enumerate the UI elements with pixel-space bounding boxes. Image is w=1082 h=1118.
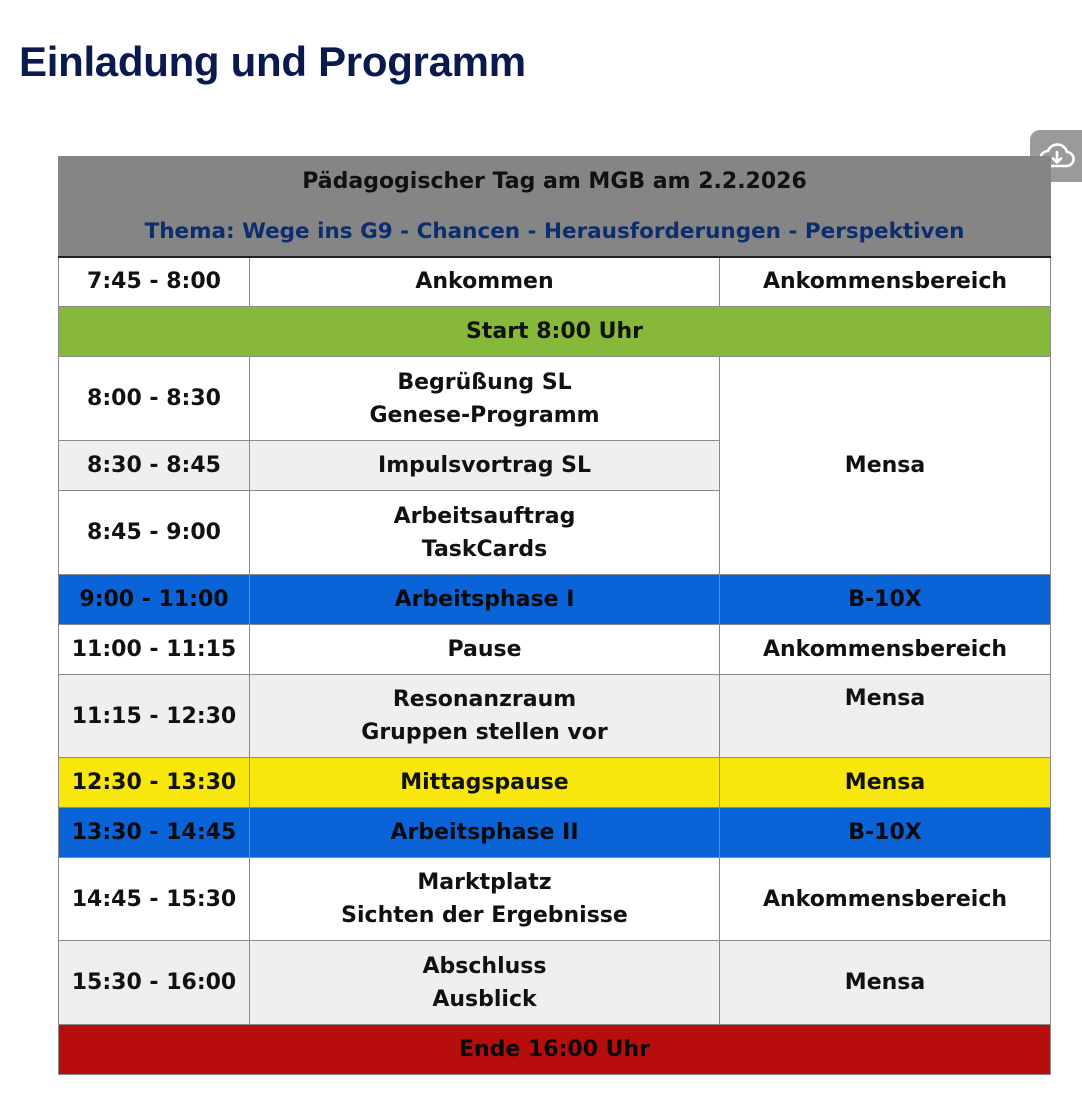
time-cell: 8:45 - 9:00 [59, 491, 250, 575]
activity-cell: Impulsvortrag SL [250, 441, 720, 491]
table-title: Pädagogischer Tag am MGB am 2.2.2026 [59, 157, 1051, 207]
table-row [59, 858, 1051, 941]
time-cell: 11:00 - 11:15 [59, 625, 250, 675]
activity-line: Abschluss [422, 953, 547, 979]
activity-cell: Ankommen [250, 257, 720, 307]
table-row [59, 675, 1051, 758]
activity-cell [250, 357, 720, 441]
table-theme: Thema: Wege ins G9 - Chancen - Herausforderungen - Perspektiven [59, 207, 1051, 257]
place-cell: Mensa [720, 758, 1051, 808]
table-theme-row [59, 207, 1051, 257]
place-cell: B-10X [720, 575, 1051, 625]
place-cell-merged: Mensa [720, 357, 1051, 575]
table-title-row [59, 157, 1051, 207]
activity-line: Arbeitsauftrag [393, 503, 576, 529]
place-cell: Mensa [720, 675, 1051, 758]
place-cell: Ankommensbereich [720, 257, 1051, 307]
time-cell: 8:00 - 8:30 [59, 357, 250, 441]
table-row [59, 357, 1051, 441]
activity-cell [250, 858, 720, 941]
activity-line: TaskCards [421, 536, 548, 562]
place-cell: Ankommensbereich [720, 858, 1051, 941]
table-row [59, 941, 1051, 1025]
program-table [58, 156, 1051, 1075]
activity-line: Gruppen stellen vor [361, 720, 608, 745]
table-row [59, 257, 1051, 307]
place-cell: Mensa [720, 941, 1051, 1025]
page-title: Einladung und Programm [19, 38, 526, 85]
start-banner: Start 8:00 Uhr [59, 307, 1051, 357]
table-row [59, 625, 1051, 675]
place-cell: Ankommensbereich [720, 625, 1051, 675]
table-row [59, 575, 1051, 625]
time-cell: 14:45 - 15:30 [59, 858, 250, 941]
activity-line: Ausblick [432, 986, 537, 1012]
activity-line: Begrüßung SL [397, 369, 572, 395]
table-row [59, 758, 1051, 808]
activity-cell [250, 491, 720, 575]
time-cell: 12:30 - 13:30 [59, 758, 250, 808]
time-cell: 11:15 - 12:30 [59, 675, 250, 758]
activity-cell [250, 675, 720, 758]
end-banner-row [59, 1025, 1051, 1075]
activity-cell: Pause [250, 625, 720, 675]
activity-cell: Mittagspause [250, 758, 720, 808]
end-banner: Ende 16:00 Uhr [59, 1025, 1051, 1075]
activity-cell: Arbeitsphase II [250, 808, 720, 858]
time-cell: 9:00 - 11:00 [59, 575, 250, 625]
activity-line: Sichten der Ergebnisse [341, 903, 628, 928]
start-banner-row [59, 307, 1051, 357]
activity-line: Genese-Programm [369, 402, 600, 428]
activity-cell [250, 941, 720, 1025]
time-cell: 13:30 - 14:45 [59, 808, 250, 858]
time-cell: 8:30 - 8:45 [59, 441, 250, 491]
time-cell: 7:45 - 8:00 [59, 257, 250, 307]
activity-line: Marktplatz [417, 870, 552, 895]
activity-cell: Arbeitsphase I [250, 575, 720, 625]
place-cell: B-10X [720, 808, 1051, 858]
activity-line: Resonanzraum [392, 687, 577, 712]
table-row [59, 808, 1051, 858]
time-cell: 15:30 - 16:00 [59, 941, 250, 1025]
